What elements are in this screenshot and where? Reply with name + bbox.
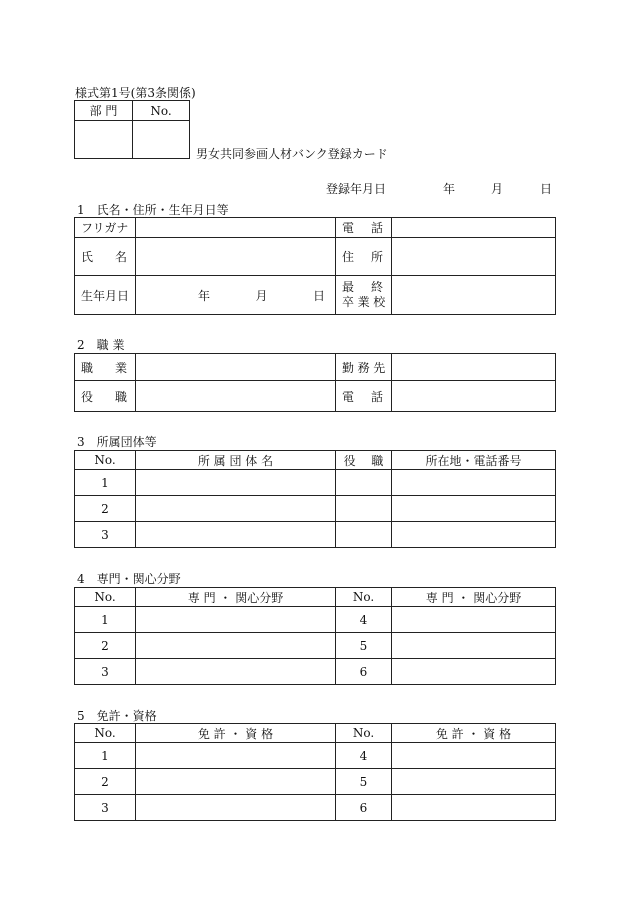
license-field[interactable]	[136, 769, 336, 795]
furigana-field[interactable]	[136, 218, 336, 238]
license-header: 免 許 ・ 資 格	[392, 724, 556, 743]
specialty-header: 専 門 ・ 関心分野	[136, 588, 336, 607]
registration-year: 年	[443, 182, 456, 196]
row-number: 1	[75, 607, 136, 633]
table-row	[75, 795, 556, 821]
org-name-field[interactable]	[136, 496, 336, 522]
phone-label: 電 話	[336, 218, 392, 238]
table-row	[75, 633, 556, 659]
row-number: 5	[336, 633, 392, 659]
row-number: 2	[75, 633, 136, 659]
row-number: 2	[75, 769, 136, 795]
row-number: 4	[336, 743, 392, 769]
table-row	[75, 607, 556, 633]
school-label: 最 終 卒業校	[336, 276, 392, 315]
org-address-header: 所在地・電話番号	[392, 451, 556, 470]
org-address-field[interactable]	[392, 470, 556, 496]
table-row	[75, 496, 556, 522]
registration-day: 日	[540, 182, 553, 196]
license-field[interactable]	[392, 795, 556, 821]
section4-table	[74, 587, 556, 685]
table-row	[75, 659, 556, 685]
specialty-no-header: No.	[75, 588, 136, 607]
form-number: 様式第1号(第3条関係)	[75, 86, 196, 100]
org-position-field[interactable]	[336, 496, 392, 522]
org-name-field[interactable]	[136, 470, 336, 496]
row-number: 3	[75, 522, 136, 548]
occupation-field[interactable]	[136, 354, 336, 381]
furigana-label: フリガナ	[75, 218, 136, 238]
org-no-header: No.	[75, 451, 136, 470]
section1-heading: 1 氏名・住所・生年月日等	[77, 203, 229, 217]
section4-heading: 4 専門・関心分野	[77, 572, 181, 586]
org-name-field[interactable]	[136, 522, 336, 548]
section5-table	[74, 723, 556, 821]
table-row	[75, 743, 556, 769]
license-field[interactable]	[392, 769, 556, 795]
section3-table	[74, 450, 556, 548]
phone-field[interactable]	[392, 218, 556, 238]
name-label: 氏 名	[75, 238, 136, 276]
position-label: 役 職	[75, 381, 136, 412]
school-field[interactable]	[392, 276, 556, 315]
page-title: 男女共同参画人材バンク登録カード	[196, 147, 388, 161]
row-number: 1	[75, 743, 136, 769]
license-field[interactable]	[136, 795, 336, 821]
org-address-field[interactable]	[392, 496, 556, 522]
section5-heading: 5 免許・資格	[77, 709, 157, 723]
row-number: 4	[336, 607, 392, 633]
section3-heading: 3 所属団体等	[77, 435, 157, 449]
birth-date-label: 生年月日	[75, 276, 136, 315]
row-number: 3	[75, 659, 136, 685]
table-row	[75, 769, 556, 795]
section2-table	[74, 353, 556, 412]
row-number: 2	[75, 496, 136, 522]
table-row	[75, 522, 556, 548]
dept-no-header: No.	[133, 101, 190, 121]
work-phone-label: 電 話	[336, 381, 392, 412]
occupation-label: 職 業	[75, 354, 136, 381]
license-field[interactable]	[136, 743, 336, 769]
org-position-header: 役 職	[336, 451, 392, 470]
position-field[interactable]	[136, 381, 336, 412]
dept-field[interactable]	[75, 121, 133, 159]
row-number: 6	[336, 795, 392, 821]
row-number: 3	[75, 795, 136, 821]
org-position-field[interactable]	[336, 522, 392, 548]
work-phone-field[interactable]	[392, 381, 556, 412]
birth-date-field[interactable]: 年 月 日	[136, 276, 336, 315]
specialty-field[interactable]	[392, 607, 556, 633]
org-name-header: 所 属 団 体 名	[136, 451, 336, 470]
specialty-field[interactable]	[392, 633, 556, 659]
address-label: 住 所	[336, 238, 392, 276]
address-field[interactable]	[392, 238, 556, 276]
specialty-field[interactable]	[392, 659, 556, 685]
registration-month: 月	[491, 182, 504, 196]
license-field[interactable]	[392, 743, 556, 769]
section1-table	[74, 217, 556, 315]
workplace-field[interactable]	[392, 354, 556, 381]
org-address-field[interactable]	[392, 522, 556, 548]
row-number: 1	[75, 470, 136, 496]
dept-box	[74, 100, 190, 159]
table-row	[75, 470, 556, 496]
row-number: 5	[336, 769, 392, 795]
name-field[interactable]	[136, 238, 336, 276]
specialty-field[interactable]	[136, 633, 336, 659]
dept-header: 部 門	[75, 101, 133, 121]
license-header: 免 許 ・ 資 格	[136, 724, 336, 743]
specialty-field[interactable]	[136, 659, 336, 685]
org-position-field[interactable]	[336, 470, 392, 496]
dept-no-field[interactable]	[133, 121, 190, 159]
specialty-no-header: No.	[336, 588, 392, 607]
row-number: 6	[336, 659, 392, 685]
registration-date-label: 登録年月日	[326, 182, 387, 196]
workplace-label: 勤務先	[336, 354, 392, 381]
section2-heading: 2 職 業	[77, 338, 125, 352]
license-no-header: No.	[75, 724, 136, 743]
specialty-field[interactable]	[136, 607, 336, 633]
specialty-header: 専 門 ・ 関心分野	[392, 588, 556, 607]
license-no-header: No.	[336, 724, 392, 743]
